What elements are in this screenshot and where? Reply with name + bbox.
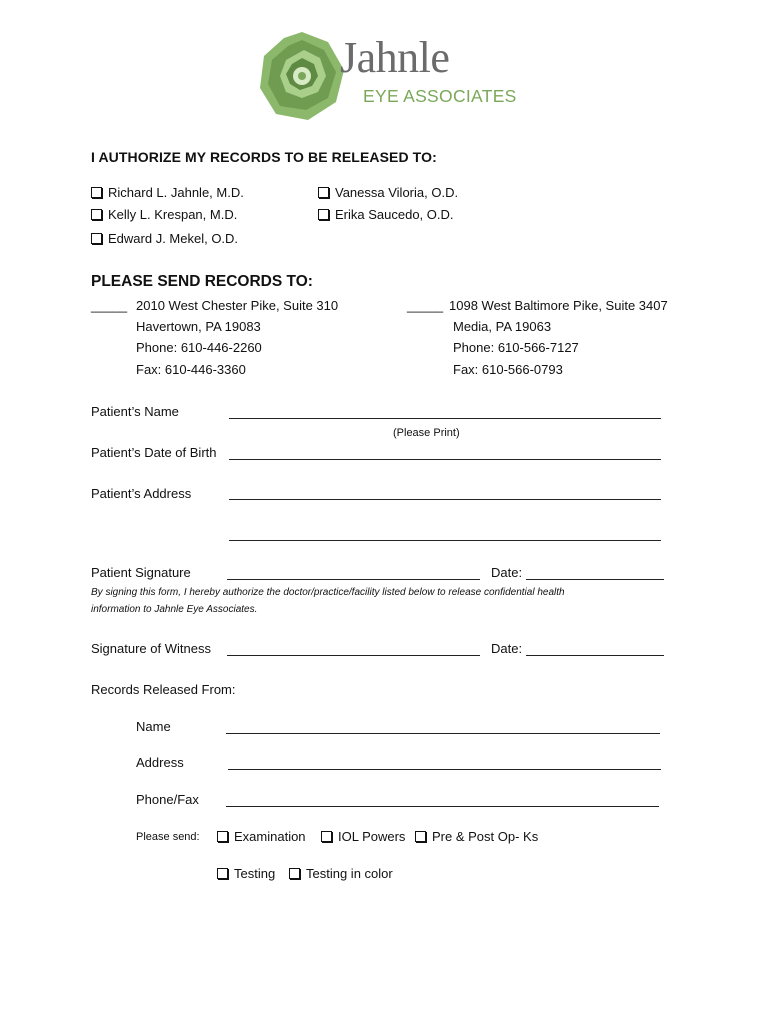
doctor-checkbox-saucedo[interactable]	[318, 207, 454, 222]
office2-fax: Fax: 610-566-0793	[453, 362, 563, 377]
office1-address2: Havertown, PA 19083	[136, 319, 261, 334]
released-from-heading: Records Released From:	[91, 682, 236, 697]
doctor-label: Richard L. Jahnle, M.D.	[108, 185, 244, 200]
released-phone-fax-field[interactable]	[226, 806, 659, 807]
checkbox-icon[interactable]	[217, 868, 228, 879]
patient-address-label: Patient’s Address	[91, 486, 192, 501]
consent-text-line1: By signing this form, I hereby authorize the doctor/practice/facility listed below to release confidential health	[91, 587, 565, 598]
doctor-label: Vanessa Viloria, O.D.	[335, 185, 459, 200]
send-option-iol-powers[interactable]	[321, 829, 405, 844]
witness-date-label: Date:	[491, 641, 523, 656]
rose-logo-icon	[256, 30, 348, 122]
send-option-testing-color[interactable]	[289, 866, 393, 881]
logo-name: Jahnle	[340, 33, 450, 82]
option-label: IOL Powers	[338, 829, 406, 844]
logo-subtitle: EYE ASSOCIATES	[363, 86, 517, 106]
office1-fax: Fax: 610-446-3360	[136, 362, 246, 377]
doctor-checkbox-mekel[interactable]	[91, 231, 238, 246]
checkbox-icon[interactable]	[321, 831, 332, 842]
send-option-testing[interactable]	[217, 866, 275, 881]
witness-label: Signature of Witness	[91, 641, 211, 656]
checkbox-icon[interactable]	[91, 233, 102, 244]
doctor-label: Edward J. Mekel, O.D.	[108, 231, 239, 246]
send-records-heading: PLEASE SEND RECORDS TO:	[91, 273, 313, 290]
released-address-label: Address	[136, 755, 184, 770]
office1-blank[interactable]: _____	[91, 298, 128, 313]
checkbox-icon[interactable]	[318, 209, 329, 220]
office2-address1: 1098 West Baltimore Pike, Suite 3407	[449, 298, 668, 313]
patient-signature-label: Patient Signature	[91, 565, 191, 580]
checkbox-icon[interactable]	[91, 209, 102, 220]
released-phone-fax-label: Phone/Fax	[136, 792, 199, 807]
send-option-pre-post-op[interactable]	[415, 829, 538, 844]
patient-dob-label: Patient’s Date of Birth	[91, 445, 217, 460]
doctor-checkbox-krespan[interactable]	[91, 207, 237, 222]
patient-name-label: Patient’s Name	[91, 404, 179, 419]
doctor-label: Erika Saucedo, O.D.	[335, 207, 454, 222]
patient-address-field-1[interactable]	[229, 499, 661, 500]
consent-text-line2: information to Jahnle Eye Associates.	[91, 604, 258, 615]
checkbox-icon[interactable]	[289, 868, 300, 879]
patient-dob-field[interactable]	[229, 459, 661, 460]
patient-date-field[interactable]	[526, 579, 664, 580]
doctor-checkbox-viloria[interactable]	[318, 185, 458, 200]
patient-address-field-2[interactable]	[229, 540, 661, 541]
patient-signature-field[interactable]	[227, 579, 480, 580]
option-label: Testing	[234, 866, 276, 881]
office2-phone: Phone: 610-566-7127	[453, 340, 579, 355]
checkbox-icon[interactable]	[318, 187, 329, 198]
office1-address1: 2010 West Chester Pike, Suite 310	[136, 298, 339, 313]
checkbox-icon[interactable]	[415, 831, 426, 842]
authorize-heading: I AUTHORIZE MY RECORDS TO BE RELEASED TO:	[91, 149, 437, 165]
option-label: Examination	[234, 829, 306, 844]
released-name-field[interactable]	[226, 733, 660, 734]
patient-date-label: Date:	[491, 565, 523, 580]
option-label: Pre & Post Op- Ks	[432, 829, 539, 844]
doctor-checkbox-jahnle[interactable]	[91, 185, 244, 200]
released-name-label: Name	[136, 719, 171, 734]
checkbox-icon[interactable]	[217, 831, 228, 842]
please-send-label: Please send:	[136, 831, 200, 843]
office2-blank[interactable]: _____	[407, 298, 444, 313]
office1-phone: Phone: 610-446-2260	[136, 340, 262, 355]
please-print-note: (Please Print)	[393, 427, 460, 439]
witness-signature-field[interactable]	[227, 655, 480, 656]
option-label: Testing in color	[306, 866, 393, 881]
witness-date-field[interactable]	[526, 655, 664, 656]
office2-address2: Media, PA 19063	[453, 319, 552, 334]
patient-name-field[interactable]	[229, 418, 661, 419]
send-option-examination[interactable]	[217, 829, 306, 844]
doctor-label: Kelly L. Krespan, M.D.	[108, 207, 238, 222]
logo	[256, 28, 517, 126]
checkbox-icon[interactable]	[91, 187, 102, 198]
released-address-field[interactable]	[228, 769, 661, 770]
